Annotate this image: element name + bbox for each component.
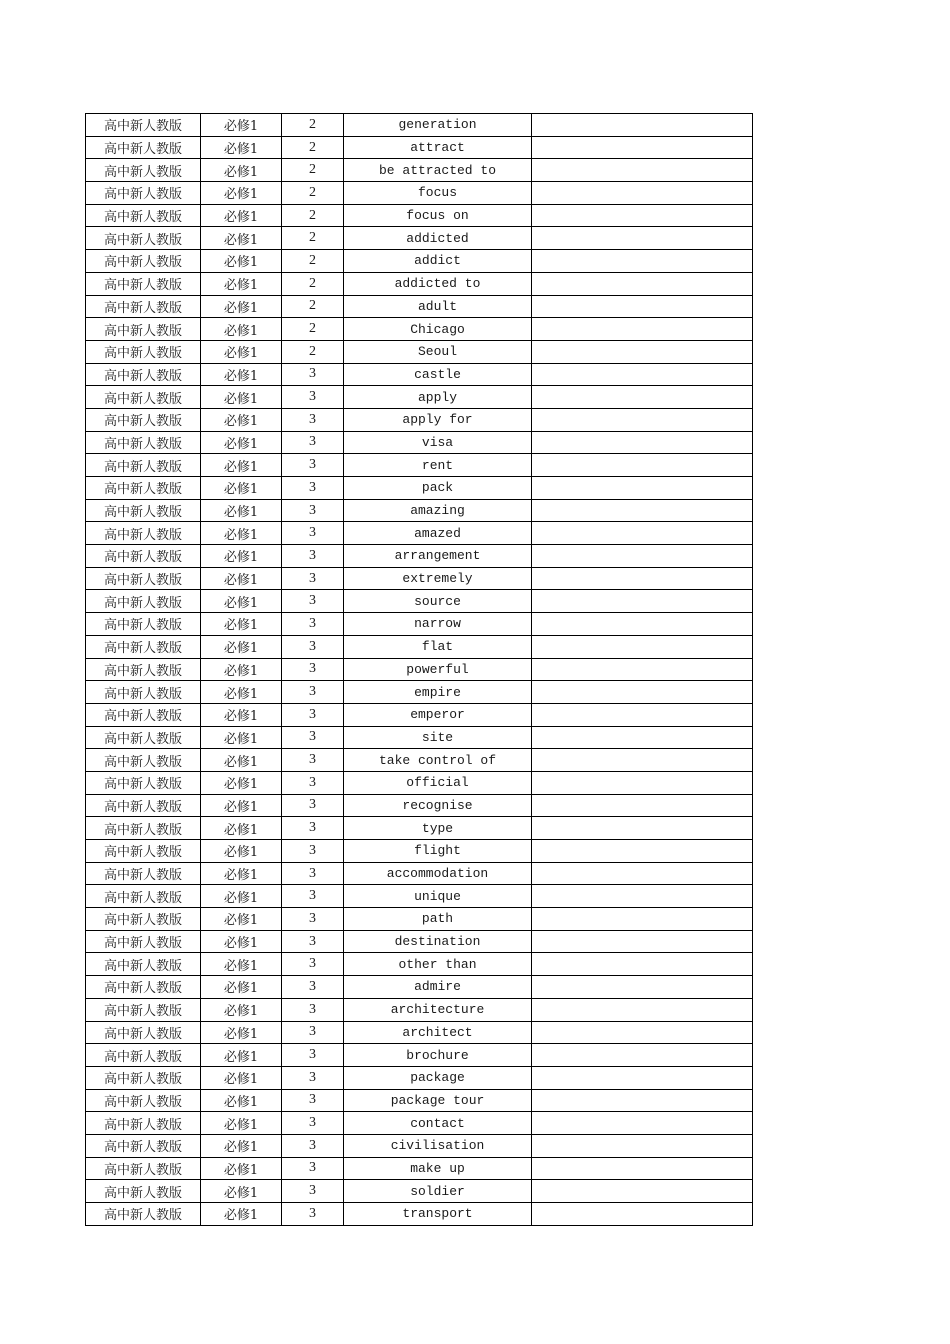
table-row: [86, 114, 753, 137]
cell-word: soldier: [344, 1180, 532, 1203]
cell-word: generation: [344, 114, 532, 137]
cell-edition: 高中新人教版: [86, 159, 201, 182]
cell-note: [532, 908, 753, 931]
table-row: [86, 408, 753, 431]
cell-book: 必修1: [201, 363, 282, 386]
cell-edition: 高中新人教版: [86, 635, 201, 658]
cell-word: attract: [344, 136, 532, 159]
cell-word: other than: [344, 953, 532, 976]
cell-word: addict: [344, 250, 532, 273]
cell-word: adult: [344, 295, 532, 318]
cell-edition: 高中新人教版: [86, 250, 201, 273]
cell-edition: 高中新人教版: [86, 658, 201, 681]
cell-note: [532, 1157, 753, 1180]
cell-edition: 高中新人教版: [86, 590, 201, 613]
table-row: [86, 431, 753, 454]
cell-book: 必修1: [201, 114, 282, 137]
cell-unit: 3: [282, 1134, 344, 1157]
cell-word: recognise: [344, 794, 532, 817]
cell-book: 必修1: [201, 1066, 282, 1089]
table-row: [86, 454, 753, 477]
cell-unit: 3: [282, 703, 344, 726]
cell-word: be attracted to: [344, 159, 532, 182]
cell-word: apply: [344, 386, 532, 409]
cell-book: 必修1: [201, 204, 282, 227]
table-row: [86, 1021, 753, 1044]
table-row: [86, 204, 753, 227]
cell-edition: 高中新人教版: [86, 1134, 201, 1157]
cell-edition: 高中新人教版: [86, 998, 201, 1021]
cell-word: focus on: [344, 204, 532, 227]
table-row: [86, 862, 753, 885]
cell-edition: 高中新人教版: [86, 908, 201, 931]
cell-unit: 3: [282, 1021, 344, 1044]
cell-note: [532, 794, 753, 817]
cell-unit: 2: [282, 204, 344, 227]
cell-note: [532, 681, 753, 704]
cell-book: 必修1: [201, 1044, 282, 1067]
cell-edition: 高中新人教版: [86, 340, 201, 363]
cell-edition: 高中新人教版: [86, 1180, 201, 1203]
cell-note: [532, 635, 753, 658]
table-row: [86, 681, 753, 704]
cell-book: 必修1: [201, 703, 282, 726]
cell-unit: 3: [282, 726, 344, 749]
cell-word: make up: [344, 1157, 532, 1180]
cell-edition: 高中新人教版: [86, 976, 201, 999]
cell-unit: 3: [282, 590, 344, 613]
cell-book: 必修1: [201, 908, 282, 931]
cell-note: [532, 885, 753, 908]
cell-word: apply for: [344, 408, 532, 431]
cell-book: 必修1: [201, 635, 282, 658]
cell-word: extremely: [344, 567, 532, 590]
table-row: [86, 590, 753, 613]
cell-note: [532, 136, 753, 159]
cell-book: 必修1: [201, 658, 282, 681]
cell-unit: 3: [282, 998, 344, 1021]
table-row: [86, 1134, 753, 1157]
cell-word: path: [344, 908, 532, 931]
cell-unit: 3: [282, 408, 344, 431]
cell-note: [532, 613, 753, 636]
cell-word: take control of: [344, 749, 532, 772]
cell-word: pack: [344, 477, 532, 500]
cell-unit: 2: [282, 340, 344, 363]
table-row: [86, 136, 753, 159]
cell-unit: 3: [282, 1044, 344, 1067]
cell-unit: 3: [282, 930, 344, 953]
cell-book: 必修1: [201, 431, 282, 454]
cell-unit: 3: [282, 794, 344, 817]
cell-note: [532, 431, 753, 454]
cell-edition: 高中新人教版: [86, 1157, 201, 1180]
cell-note: [532, 976, 753, 999]
cell-book: 必修1: [201, 1203, 282, 1226]
cell-unit: 3: [282, 477, 344, 500]
cell-word: castle: [344, 363, 532, 386]
cell-edition: 高中新人教版: [86, 182, 201, 205]
cell-unit: 3: [282, 1157, 344, 1180]
cell-book: 必修1: [201, 862, 282, 885]
cell-book: 必修1: [201, 136, 282, 159]
cell-edition: 高中新人教版: [86, 227, 201, 250]
cell-unit: 2: [282, 250, 344, 273]
cell-word: rent: [344, 454, 532, 477]
cell-unit: 3: [282, 454, 344, 477]
cell-note: [532, 250, 753, 273]
cell-word: addicted to: [344, 272, 532, 295]
cell-word: amazed: [344, 522, 532, 545]
table-row: [86, 182, 753, 205]
table-row: [86, 885, 753, 908]
table-row: [86, 1044, 753, 1067]
cell-edition: 高中新人教版: [86, 431, 201, 454]
cell-word: civilisation: [344, 1134, 532, 1157]
cell-book: 必修1: [201, 953, 282, 976]
cell-book: 必修1: [201, 522, 282, 545]
cell-word: contact: [344, 1112, 532, 1135]
cell-note: [532, 1112, 753, 1135]
cell-unit: 3: [282, 1203, 344, 1226]
cell-unit: 3: [282, 499, 344, 522]
cell-edition: 高中新人教版: [86, 840, 201, 863]
cell-note: [532, 726, 753, 749]
table-row: [86, 1180, 753, 1203]
cell-book: 必修1: [201, 477, 282, 500]
table-row: [86, 1089, 753, 1112]
cell-edition: 高中新人教版: [86, 1112, 201, 1135]
cell-edition: 高中新人教版: [86, 386, 201, 409]
cell-unit: 3: [282, 1180, 344, 1203]
cell-word: powerful: [344, 658, 532, 681]
cell-book: 必修1: [201, 794, 282, 817]
cell-book: 必修1: [201, 1021, 282, 1044]
cell-edition: 高中新人教版: [86, 114, 201, 137]
cell-book: 必修1: [201, 1112, 282, 1135]
cell-book: 必修1: [201, 976, 282, 999]
cell-note: [532, 477, 753, 500]
cell-word: architecture: [344, 998, 532, 1021]
cell-book: 必修1: [201, 1089, 282, 1112]
cell-note: [532, 817, 753, 840]
cell-word: source: [344, 590, 532, 613]
cell-edition: 高中新人教版: [86, 272, 201, 295]
cell-book: 必修1: [201, 545, 282, 568]
cell-book: 必修1: [201, 340, 282, 363]
table-row: [86, 272, 753, 295]
cell-unit: 2: [282, 159, 344, 182]
cell-edition: 高中新人教版: [86, 295, 201, 318]
table-row: [86, 703, 753, 726]
table-row: [86, 1157, 753, 1180]
cell-note: [532, 545, 753, 568]
cell-word: site: [344, 726, 532, 749]
cell-note: [532, 318, 753, 341]
cell-book: 必修1: [201, 1180, 282, 1203]
cell-book: 必修1: [201, 318, 282, 341]
cell-edition: 高中新人教版: [86, 613, 201, 636]
table-row: [86, 771, 753, 794]
cell-note: [532, 771, 753, 794]
table-row: [86, 794, 753, 817]
cell-edition: 高中新人教版: [86, 1089, 201, 1112]
cell-unit: 3: [282, 522, 344, 545]
cell-book: 必修1: [201, 840, 282, 863]
table-row: [86, 998, 753, 1021]
cell-word: brochure: [344, 1044, 532, 1067]
cell-book: 必修1: [201, 567, 282, 590]
cell-edition: 高中新人教版: [86, 726, 201, 749]
cell-book: 必修1: [201, 590, 282, 613]
cell-note: [532, 295, 753, 318]
cell-unit: 3: [282, 840, 344, 863]
cell-edition: 高中新人教版: [86, 522, 201, 545]
cell-note: [532, 998, 753, 1021]
cell-edition: 高中新人教版: [86, 204, 201, 227]
table-row: [86, 250, 753, 273]
cell-note: [532, 567, 753, 590]
cell-word: Chicago: [344, 318, 532, 341]
cell-note: [532, 272, 753, 295]
cell-book: 必修1: [201, 771, 282, 794]
cell-note: [532, 953, 753, 976]
cell-edition: 高中新人教版: [86, 930, 201, 953]
cell-note: [532, 930, 753, 953]
cell-unit: 2: [282, 272, 344, 295]
cell-word: package: [344, 1066, 532, 1089]
cell-note: [532, 408, 753, 431]
cell-edition: 高中新人教版: [86, 1203, 201, 1226]
cell-word: destination: [344, 930, 532, 953]
cell-word: emperor: [344, 703, 532, 726]
cell-unit: 2: [282, 182, 344, 205]
cell-note: [532, 114, 753, 137]
cell-word: official: [344, 771, 532, 794]
cell-unit: 3: [282, 658, 344, 681]
table-row: [86, 386, 753, 409]
cell-note: [532, 363, 753, 386]
cell-book: 必修1: [201, 998, 282, 1021]
cell-unit: 3: [282, 908, 344, 931]
cell-edition: 高中新人教版: [86, 1044, 201, 1067]
cell-note: [532, 590, 753, 613]
cell-word: empire: [344, 681, 532, 704]
cell-note: [532, 658, 753, 681]
table-row: [86, 477, 753, 500]
cell-unit: 3: [282, 567, 344, 590]
cell-edition: 高中新人教版: [86, 953, 201, 976]
cell-book: 必修1: [201, 272, 282, 295]
cell-word: Seoul: [344, 340, 532, 363]
cell-edition: 高中新人教版: [86, 749, 201, 772]
table-row: [86, 522, 753, 545]
table-row: [86, 567, 753, 590]
cell-edition: 高中新人教版: [86, 817, 201, 840]
cell-word: arrangement: [344, 545, 532, 568]
cell-note: [532, 703, 753, 726]
cell-edition: 高中新人教版: [86, 318, 201, 341]
cell-unit: 3: [282, 613, 344, 636]
cell-book: 必修1: [201, 250, 282, 273]
cell-note: [532, 840, 753, 863]
cell-word: flight: [344, 840, 532, 863]
cell-word: addicted: [344, 227, 532, 250]
table-row: [86, 930, 753, 953]
cell-word: package tour: [344, 1089, 532, 1112]
cell-unit: 3: [282, 1066, 344, 1089]
cell-note: [532, 862, 753, 885]
cell-book: 必修1: [201, 726, 282, 749]
cell-edition: 高中新人教版: [86, 681, 201, 704]
cell-edition: 高中新人教版: [86, 477, 201, 500]
cell-unit: 3: [282, 953, 344, 976]
cell-unit: 3: [282, 1112, 344, 1135]
cell-unit: 2: [282, 114, 344, 137]
cell-unit: 3: [282, 817, 344, 840]
cell-word: architect: [344, 1021, 532, 1044]
cell-book: 必修1: [201, 499, 282, 522]
cell-note: [532, 1180, 753, 1203]
cell-note: [532, 749, 753, 772]
cell-note: [532, 1044, 753, 1067]
cell-word: type: [344, 817, 532, 840]
cell-unit: 2: [282, 318, 344, 341]
table-row: [86, 295, 753, 318]
cell-word: admire: [344, 976, 532, 999]
table-row: [86, 817, 753, 840]
cell-unit: 3: [282, 749, 344, 772]
cell-unit: 2: [282, 227, 344, 250]
cell-edition: 高中新人教版: [86, 1021, 201, 1044]
table-row: [86, 340, 753, 363]
cell-word: visa: [344, 431, 532, 454]
cell-unit: 3: [282, 771, 344, 794]
cell-word: amazing: [344, 499, 532, 522]
table-row: [86, 318, 753, 341]
cell-book: 必修1: [201, 227, 282, 250]
cell-book: 必修1: [201, 408, 282, 431]
cell-note: [532, 1021, 753, 1044]
cell-unit: 3: [282, 862, 344, 885]
cell-edition: 高中新人教版: [86, 408, 201, 431]
cell-unit: 3: [282, 635, 344, 658]
vocabulary-table-body: [86, 114, 753, 1226]
cell-note: [532, 1089, 753, 1112]
vocabulary-table: [85, 113, 753, 1226]
cell-book: 必修1: [201, 681, 282, 704]
table-row: [86, 953, 753, 976]
cell-note: [532, 182, 753, 205]
cell-note: [532, 204, 753, 227]
cell-note: [532, 1134, 753, 1157]
cell-unit: 3: [282, 681, 344, 704]
cell-word: focus: [344, 182, 532, 205]
cell-word: flat: [344, 635, 532, 658]
cell-note: [532, 522, 753, 545]
cell-note: [532, 227, 753, 250]
cell-edition: 高中新人教版: [86, 545, 201, 568]
cell-note: [532, 340, 753, 363]
cell-word: accommodation: [344, 862, 532, 885]
cell-book: 必修1: [201, 295, 282, 318]
table-row: [86, 726, 753, 749]
table-row: [86, 363, 753, 386]
cell-word: transport: [344, 1203, 532, 1226]
cell-edition: 高中新人教版: [86, 771, 201, 794]
cell-book: 必修1: [201, 159, 282, 182]
cell-book: 必修1: [201, 885, 282, 908]
cell-note: [532, 454, 753, 477]
cell-note: [532, 1203, 753, 1226]
cell-edition: 高中新人教版: [86, 1066, 201, 1089]
cell-edition: 高中新人教版: [86, 794, 201, 817]
cell-edition: 高中新人教版: [86, 703, 201, 726]
table-row: [86, 908, 753, 931]
table-row: [86, 635, 753, 658]
cell-unit: 3: [282, 386, 344, 409]
table-row: [86, 749, 753, 772]
cell-word: unique: [344, 885, 532, 908]
cell-note: [532, 1066, 753, 1089]
cell-edition: 高中新人教版: [86, 363, 201, 386]
table-row: [86, 976, 753, 999]
cell-book: 必修1: [201, 613, 282, 636]
cell-book: 必修1: [201, 454, 282, 477]
cell-unit: 3: [282, 545, 344, 568]
cell-unit: 3: [282, 976, 344, 999]
cell-edition: 高中新人教版: [86, 567, 201, 590]
cell-book: 必修1: [201, 1157, 282, 1180]
cell-unit: 3: [282, 885, 344, 908]
cell-edition: 高中新人教版: [86, 454, 201, 477]
cell-note: [532, 386, 753, 409]
table-row: [86, 840, 753, 863]
table-row: [86, 658, 753, 681]
cell-book: 必修1: [201, 182, 282, 205]
cell-unit: 2: [282, 295, 344, 318]
cell-edition: 高中新人教版: [86, 885, 201, 908]
table-row: [86, 613, 753, 636]
cell-note: [532, 159, 753, 182]
table-row: [86, 545, 753, 568]
cell-book: 必修1: [201, 749, 282, 772]
table-row: [86, 159, 753, 182]
table-row: [86, 499, 753, 522]
cell-book: 必修1: [201, 386, 282, 409]
table-row: [86, 1112, 753, 1135]
cell-edition: 高中新人教版: [86, 499, 201, 522]
cell-edition: 高中新人教版: [86, 862, 201, 885]
table-row: [86, 1203, 753, 1226]
cell-book: 必修1: [201, 930, 282, 953]
cell-book: 必修1: [201, 817, 282, 840]
cell-unit: 3: [282, 431, 344, 454]
cell-unit: 3: [282, 363, 344, 386]
cell-word: narrow: [344, 613, 532, 636]
cell-unit: 2: [282, 136, 344, 159]
cell-edition: 高中新人教版: [86, 136, 201, 159]
cell-note: [532, 499, 753, 522]
table-row: [86, 227, 753, 250]
cell-book: 必修1: [201, 1134, 282, 1157]
table-row: [86, 1066, 753, 1089]
cell-unit: 3: [282, 1089, 344, 1112]
